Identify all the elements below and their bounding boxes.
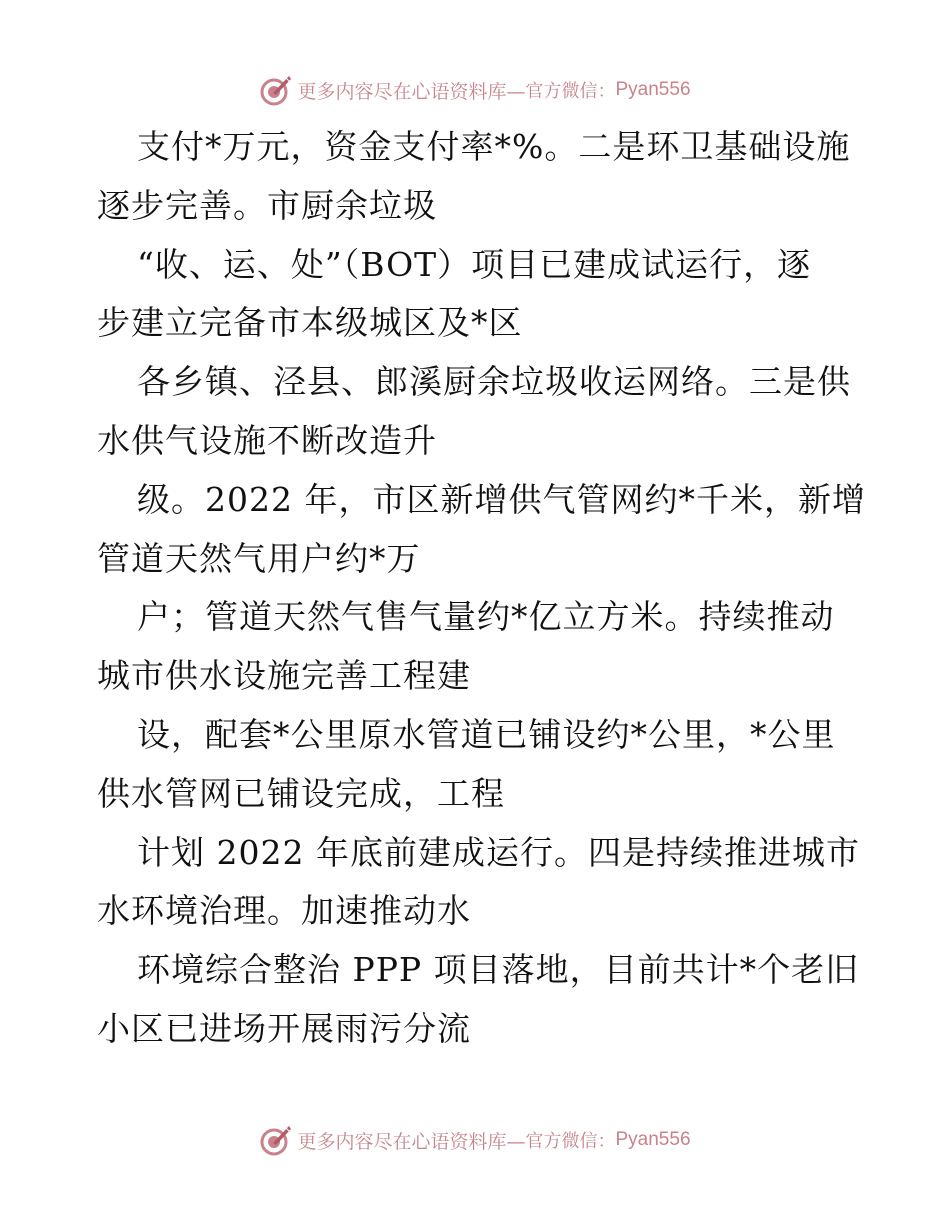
text-line: 小区已进场开展雨污分流 bbox=[97, 1008, 471, 1048]
watermark-site-text: 更多内容尽在心语资料库— bbox=[297, 80, 526, 103]
text-line: 支付*万元，资金支付率*%。二是环卫基础设施 bbox=[137, 127, 851, 166]
text-line: 计划 2022 年底前建成运行。四是持续推进城市 bbox=[137, 832, 860, 872]
watermark-wechat-label: 官方微信： bbox=[525, 1131, 616, 1152]
text-line: 城市供水设施完善工程建 bbox=[97, 656, 471, 696]
watermark-wechat-id: Pyan556 bbox=[615, 1129, 691, 1150]
watermark-wechat-label: 官方微信： bbox=[525, 81, 616, 102]
text-line: 级。2022 年，市区新增供气管网约*千米，新增 bbox=[137, 479, 866, 519]
watermark-site-text: 更多内容尽在心语资料库— bbox=[297, 1130, 526, 1153]
text-line: 步建立完备市本级城区及*区 bbox=[97, 303, 523, 343]
text-line: 环境综合整治 PPP 项目落地，目前共计*个老旧 bbox=[137, 950, 860, 990]
text-line: 供水管网已铺设完成，工程 bbox=[97, 773, 505, 813]
text-line: “收、运、处”（BOT）项目已建成试运行，逐 bbox=[137, 244, 812, 284]
document-body bbox=[97, 118, 866, 1059]
text-line: 设，配套*公里原水管道已铺设约*公里，*公里 bbox=[137, 714, 836, 754]
watermark-wechat-id: Pyan556 bbox=[615, 79, 691, 100]
text-line: 管道天然气用户约*万 bbox=[97, 538, 421, 578]
quill-seal-logo-icon bbox=[259, 1123, 293, 1157]
text-line: 各乡镇、泾县、郎溪厨余垃圾收运网络。三是供 bbox=[137, 362, 851, 402]
quill-seal-logo-icon bbox=[259, 73, 293, 107]
header-watermark bbox=[0, 70, 950, 110]
text-line: 水供气设施不断改造升 bbox=[97, 420, 437, 460]
text-line: 户；管道天然气售气量约*亿立方米。持续推动 bbox=[137, 597, 835, 637]
text-line: 逐步完善。市厨余垃圾 bbox=[97, 185, 437, 225]
footer-watermark bbox=[0, 1120, 950, 1160]
text-line: 水环境治理。加速推动水 bbox=[97, 891, 471, 931]
